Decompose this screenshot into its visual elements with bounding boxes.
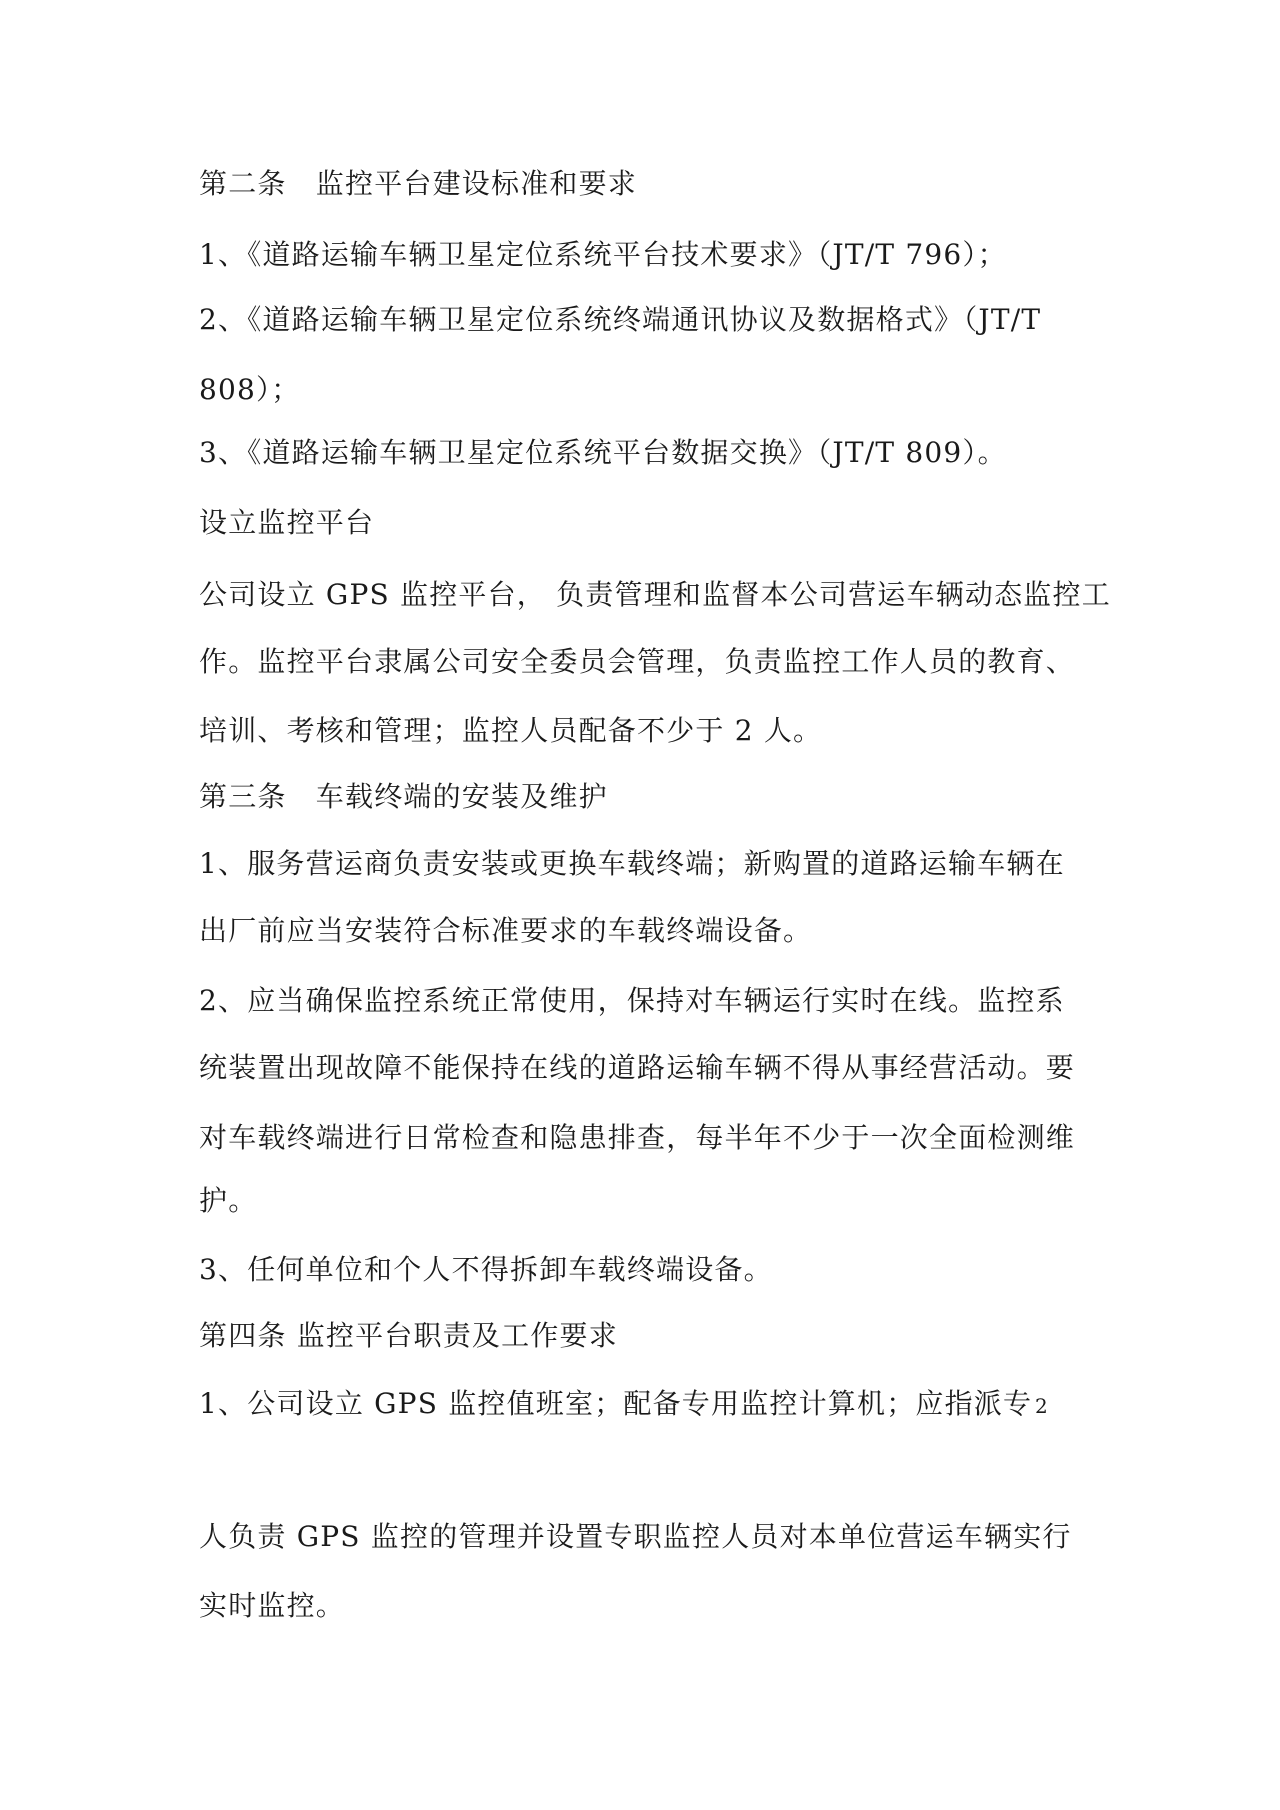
subheading-platform: 设立监控平台 [199,506,375,539]
paragraph-line: 公司设立 GPS 监控平台， 负责管理和监督本公司营运车辆动态监控工 [199,578,1111,611]
standard-item-3: 3、《道路运输车辆卫星定位系统平台数据交换》（JT/T 809）。 [199,436,1007,469]
paragraph-line: 1、公司设立 GPS 监控值班室；配备专用监控计算机；应指派专 [199,1387,1033,1420]
paragraph-line: 护。 [199,1184,258,1217]
standard-item-1: 1、《道路运输车辆卫星定位系统平台技术要求》（JT/T 796）； [199,238,1007,271]
section-heading-article-3: 第三条 车载终端的安装及维护 [199,780,608,813]
section-heading-article-2: 第二条 监控平台建设标准和要求 [199,167,638,200]
paragraph-line: 对车载终端进行日常检查和隐患排查，每半年不少于一次全面检测维 [199,1121,1076,1154]
section-heading-article-4: 第四条 监控平台职责及工作要求 [199,1319,618,1352]
standard-item-2: 2、《道路运输车辆卫星定位系统终端通讯协议及数据格式》（JT/T [199,303,1042,336]
paragraph-line: 作。监控平台隶属公司安全委员会管理，负责监控工作人员的教育、 [199,645,1076,678]
paragraph-line: 1、服务营运商负责安装或更换车载终端；新购置的道路运输车辆在 [199,847,1065,880]
standard-item-2-cont: 808）； [199,373,301,406]
paragraph-line: 统装置出现故障不能保持在线的道路运输车辆不得从事经营活动。要 [199,1051,1076,1084]
paragraph-line: 3、任何单位和个人不得拆卸车载终端设备。 [199,1253,773,1286]
paragraph-line: 培训、考核和管理；监控人员配备不少于 2 人。 [199,714,823,747]
page-number: 2 [1035,1394,1048,1418]
paragraph-line: 出厂前应当安装符合标准要求的车载终端设备。 [199,914,813,947]
paragraph-line: 2、应当确保监控系统正常使用，保持对车辆运行实时在线。监控系 [199,984,1065,1017]
paragraph-line: 人负责 GPS 监控的管理并设置专职监控人员对本单位营运车辆实行 [199,1520,1072,1553]
paragraph-line: 实时监控。 [199,1589,346,1622]
